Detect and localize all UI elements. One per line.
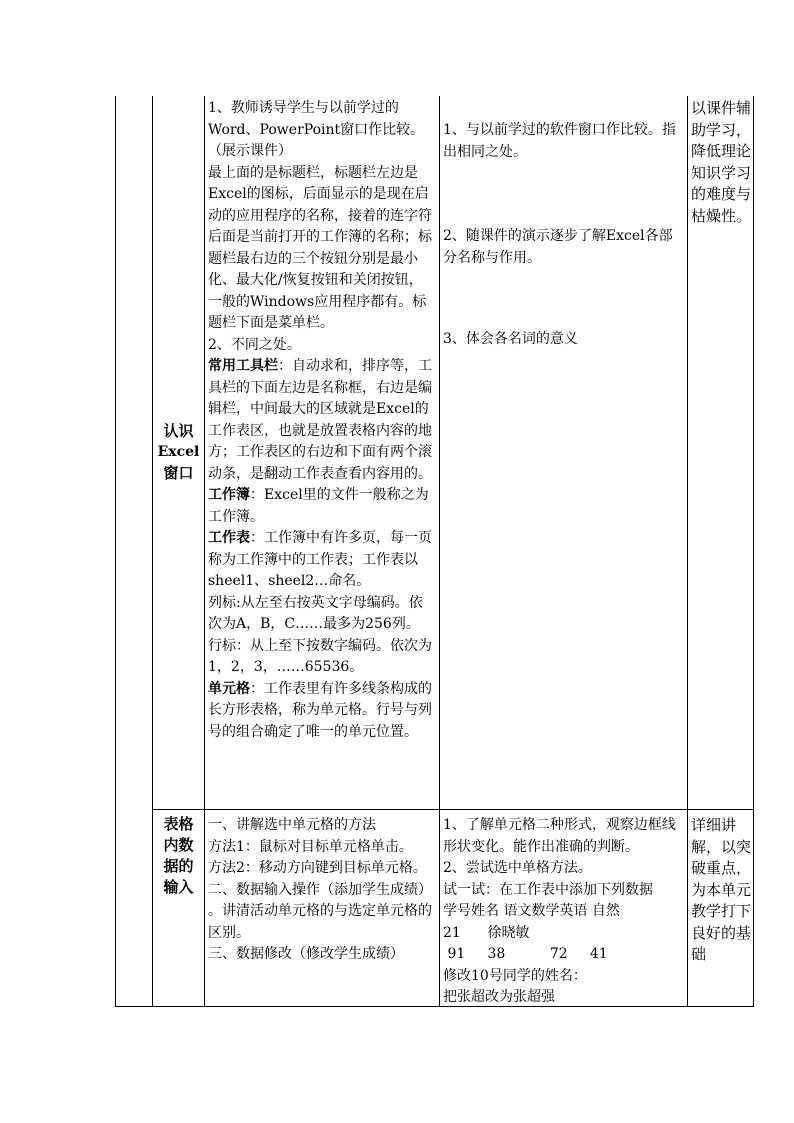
teacher-paragraph: 三、数据修改（修改学生成绩） bbox=[208, 946, 404, 962]
student-paragraph: 2、尝试选中单格方法。 bbox=[443, 860, 592, 876]
table-divider-3 bbox=[439, 96, 440, 1007]
student-paragraph: 修改10号同学的姓名： bbox=[443, 967, 587, 984]
section-label-line: 据的 bbox=[163, 857, 194, 875]
intent-text: 以课件辅助学习，降低理论知识学习的难度与枯燥性。 bbox=[691, 99, 752, 225]
student-paragraph: 21 徐晓敏 bbox=[443, 924, 530, 941]
teacher-paragraph: 列标:从左至右按英文字母编码。依次为A，B，C……最多为256列。 bbox=[208, 594, 423, 632]
section-label-line: Excel bbox=[157, 444, 200, 460]
student-paragraph: 把张超改为张超强 bbox=[443, 989, 555, 1005]
term-desc: ：自动求和，排序等，工具栏的下面左边是名称框，右边是编辑栏，中间最大的区域就是Excel的工作表区，也就是放置表格内容的地方；工作表区的右边和下面有两个滚动条，是翻动工作表查看内容用的。 bbox=[208, 358, 432, 482]
teacher-paragraph: 行标：从上至下按数字编码。依次为1，2，3，……65536。 bbox=[208, 637, 432, 675]
term-cell: 单元格 bbox=[208, 680, 250, 697]
teacher-paragraph: 方法2：移动方向键到目标单元格。 bbox=[208, 860, 427, 876]
term-toolbar: 常用工具栏 bbox=[208, 358, 278, 374]
intent-text: 详细讲解，以突破重点，为本单元教学打下良好的基础 bbox=[691, 816, 752, 963]
term-desc: ：工作表里有许多线条构成的长方形表格，称为单元格。行号与列号的组合确定了唯一的单元位置。 bbox=[208, 680, 432, 740]
student-activity-cell bbox=[443, 120, 685, 163]
student-paragraph: 91 38 72 41 bbox=[443, 946, 608, 962]
term-desc: ：工作簿中有许多页，每一页称为工作簿中的工作表；工作表以sheel1、sheel2…命名。 bbox=[208, 530, 432, 589]
student-activity-cell bbox=[443, 815, 685, 1009]
teacher-paragraph: 二、数据输入操作（添加学生成绩） bbox=[208, 881, 432, 898]
row-divider bbox=[152, 809, 754, 810]
student-paragraph: 2、随课件的演示逐步了解Excel各部分名称与作用。 bbox=[443, 228, 673, 266]
table-divider-4 bbox=[687, 96, 688, 1007]
student-activity-cell bbox=[443, 329, 685, 351]
teacher-paragraph: 。讲清活动单元格的与选定单元格的区别。 bbox=[208, 903, 432, 941]
section-label-excel-window bbox=[153, 421, 204, 484]
section-label-line: 输入 bbox=[163, 878, 194, 896]
teacher-paragraph: 方法1：鼠标对目标单元格单击。 bbox=[208, 838, 413, 855]
table-border-left bbox=[115, 96, 116, 1007]
table-divider-2 bbox=[204, 96, 205, 1007]
term-desc: ：Excel里的文件一般称之为工作簿。 bbox=[208, 487, 429, 525]
teacher-paragraph: 1、教师诱导学生与以前学过的Word、PowerPoint窗口作比较。（展示课件） bbox=[208, 100, 425, 159]
design-intent-cell bbox=[691, 98, 751, 227]
teacher-paragraph: 一、讲解选中单元格的方法 bbox=[208, 817, 376, 833]
design-intent-cell bbox=[691, 815, 751, 966]
table-border-right bbox=[753, 96, 754, 1007]
student-paragraph: 试一试：在工作表中添加下列数据 bbox=[443, 881, 653, 898]
student-paragraph: 1、与以前学过的软件窗口作比较。指出相同之处。 bbox=[443, 122, 676, 160]
teacher-paragraph bbox=[208, 485, 436, 528]
section-label-line: 表格 bbox=[163, 815, 194, 833]
teacher-activity-cell bbox=[208, 98, 436, 743]
term-worksheet: 工作表 bbox=[208, 530, 250, 546]
section-label-line: 认识 bbox=[163, 422, 194, 440]
teacher-paragraph: 2、不同之处。 bbox=[208, 336, 301, 353]
section-label-line: 内数 bbox=[163, 836, 194, 854]
teacher-paragraph: 最上面的是标题栏，标题栏左边是Excel的图标，后面显示的是现在启动的应用程序的名称，接着的连字符后面是当前打开的工作簿的名称；标题栏最右边的三个按钮分别是最小化、最大化/恢复按钮和关闭按钮，一般的Windows应用程序都有。标题栏下面是菜单栏。 bbox=[208, 164, 432, 331]
section-label-data-input bbox=[153, 814, 204, 898]
student-paragraph: 3、体会各名词的意义 bbox=[443, 331, 578, 347]
student-activity-cell bbox=[443, 226, 685, 269]
teacher-paragraph bbox=[208, 679, 436, 744]
student-paragraph: 1、了解单元格二种形式，观察边框线形状变化。能作出准确的判断。 bbox=[443, 817, 676, 855]
teacher-activity-cell bbox=[208, 815, 436, 966]
student-paragraph: 学号姓名 语文数学英语 自然 bbox=[443, 903, 620, 919]
teacher-paragraph bbox=[208, 356, 436, 485]
section-label-line: 窗口 bbox=[163, 464, 194, 482]
term-workbook: 工作簿 bbox=[208, 487, 250, 503]
teacher-paragraph bbox=[208, 528, 436, 593]
